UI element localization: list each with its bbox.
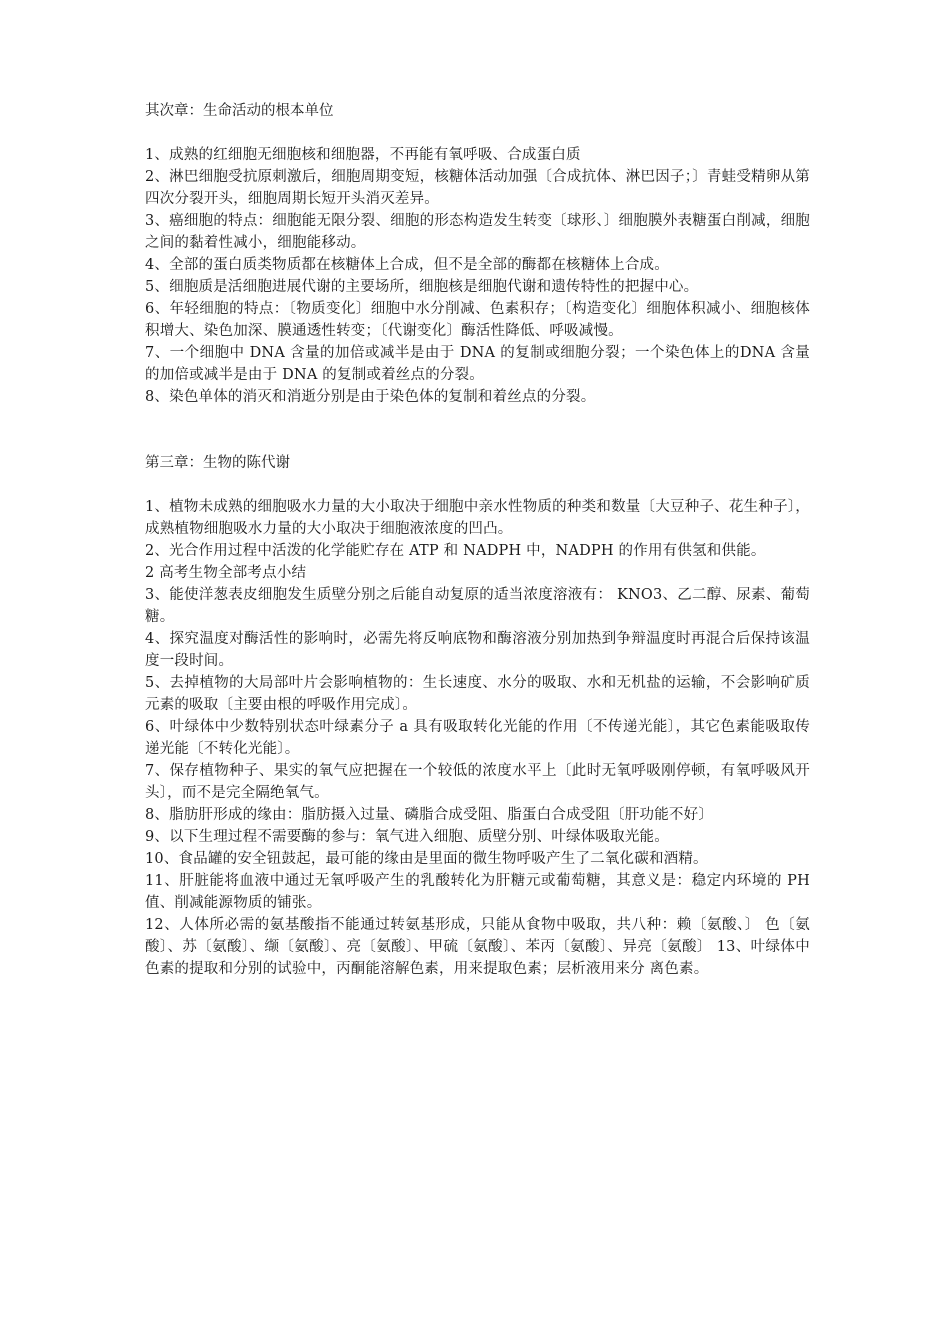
paragraph: 8、脂肪肝形成的缘由：脂肪摄入过量、磷脂合成受阻、脂蛋白合成受阻〔肝功能不好〕	[145, 807, 714, 823]
section-divider-space	[145, 408, 810, 452]
section-chapter-2	[145, 100, 810, 408]
paragraph: 6、叶绿体中少数特别状态叶绿素分子 a 具有吸取转化光能的作用〔不传递光能〕，其它色素能吸取传递光能〔不转化光能〕。	[145, 719, 810, 757]
paragraph: 5、去掉植物的大局部叶片会影响植物的：生长速度、水分的吸取、水和无机盐的运输，不会影响矿质元素的吸取〔主要由根的呼吸作用完成〕。	[145, 675, 810, 713]
paragraph: 12、人体所必需的氨基酸指不能通过转氨基形成，只能从食物中吸取，共八种：赖〔氨酸、〕 色〔氨酸〕、苏〔氨酸〕、缬〔氨酸〕、亮〔氨酸〕、甲硫〔氨酸〕、苯丙〔氨酸〕、异亮〔氨酸〕 13、叶绿体中色素的提取和分别的试验中，丙酮能溶解色素，用来提取色素；层析液用来分 离色素。	[145, 917, 810, 977]
paragraph: 2 高考生物全部考点小结	[145, 565, 307, 581]
paragraph: 3、癌细胞的特点：细胞能无限分裂、细胞的形态构造发生转变〔球形、〕细胞膜外表糖蛋白削减，细胞之间的黏着性减小，细胞能移动。	[145, 213, 810, 251]
paragraph: 8、染色单体的消灭和消逝分别是由于染色体的复制和着丝点的分裂。	[145, 389, 596, 405]
section-title: 第三章：生物的陈代谢	[145, 455, 290, 471]
paragraph: 1、植物未成熟的细胞吸水力量的大小取决于细胞中亲水性物质的种类和数量〔大豆种子、花生种子〕，成熟植物细胞吸水力量的大小取决于细胞液浓度的凹凸。	[145, 499, 810, 537]
document-page	[145, 100, 810, 980]
paragraph: 1、成熟的红细胞无细胞核和细胞器，不再能有氧呼吸、合成蛋白质	[145, 147, 581, 163]
paragraph: 7、保存植物种子、果实的氧气应把握在一个较低的浓度水平上〔此时无氧呼吸刚停顿，有氧呼吸风开头〕，而不是完全隔绝氧气。	[145, 763, 810, 801]
paragraph: 10、食品罐的安全钮鼓起，最可能的缘由是里面的微生物呼吸产生了二氧化碳和酒精。	[145, 851, 708, 867]
paragraph: 2、光合作用过程中活泼的化学能贮存在 ATP 和 NADPH 中，NADPH 的作用有供氢和供能。	[145, 543, 766, 559]
section-chapter-3	[145, 452, 810, 980]
paragraph: 11、肝脏能将血液中通过无氧呼吸产生的乳酸转化为肝糖元或葡萄糖，其意义是：稳定内环境的 PH 值、削减能源物质的铺张。	[145, 873, 810, 911]
section-title: 其次章：生命活动的根本单位	[145, 103, 334, 119]
paragraph: 5、细胞质是活细胞进展代谢的主要场所，细胞核是细胞代谢和遗传特性的把握中心。	[145, 279, 699, 295]
paragraph: 3、能使洋葱表皮细胞发生质壁分别之后能自动复原的适当浓度溶液有： KNO3、乙二醇、尿素、葡萄糖。	[145, 587, 810, 625]
paragraph: 4、探究温度对酶活性的影响时，必需先将反响底物和酶溶液分别加热到争辩温度时再混合后保持该温度一段时间。	[145, 631, 810, 669]
paragraph: 6、年轻细胞的特点：〔物质变化〕细胞中水分削减、色素积存；〔构造变化〕细胞体积减小、细胞核体积增大、染色加深、膜通透性转变；〔代谢变化〕酶活性降低、呼吸减慢。	[145, 301, 810, 339]
paragraph: 2、淋巴细胞受抗原刺激后，细胞周期变短，核糖体活动加强〔合成抗体、淋巴因子；〕青蛙受精卵从第四次分裂开头，细胞周期长短开头消灭差异。	[145, 169, 810, 207]
paragraph: 4、全部的蛋白质类物质都在核糖体上合成，但不是全部的酶都在核糖体上合成。	[145, 257, 669, 273]
spacer	[145, 122, 810, 144]
paragraph: 7、一个细胞中 DNA 含量的加倍或减半是由于 DNA 的复制或细胞分裂；一个染色体上的DNA 含量的加倍或减半是由于 DNA 的复制或着丝点的分裂。	[145, 345, 810, 383]
paragraph: 9、以下生理过程不需要酶的参与：氧气进入细胞、质壁分别、叶绿体吸取光能。	[145, 829, 669, 845]
spacer	[145, 474, 810, 496]
